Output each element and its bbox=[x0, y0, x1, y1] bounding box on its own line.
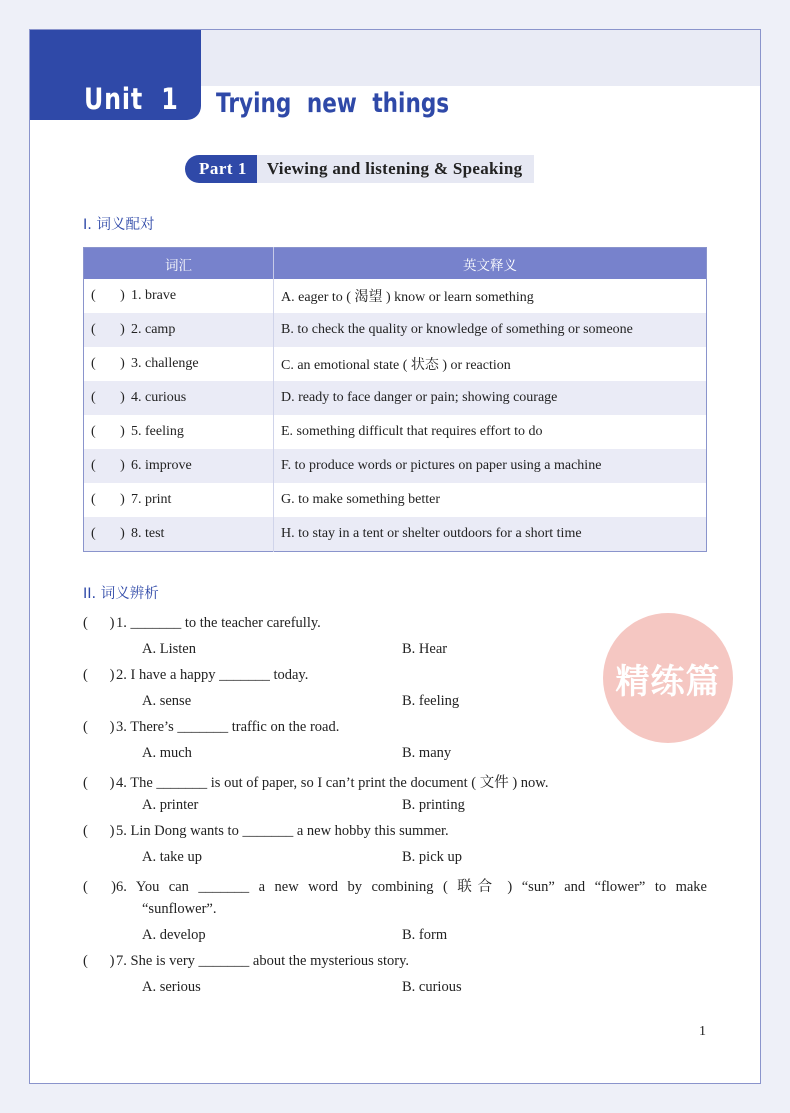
question-text: 4. The _______ is out of paper, so I can’t print the document ( 文件 ) now. bbox=[116, 775, 549, 791]
answer-blank[interactable]: ( ) bbox=[83, 879, 116, 895]
option-a: A. sense bbox=[142, 693, 192, 709]
question-3 bbox=[83, 719, 339, 736]
page-number: 1 bbox=[699, 1024, 706, 1039]
option-b: B. printing bbox=[402, 797, 465, 813]
answer-blank[interactable]: ( ) bbox=[91, 458, 125, 473]
question-text: 5. Lin Dong wants to _______ a new hobby this summer. bbox=[116, 823, 449, 839]
table-row bbox=[84, 483, 707, 517]
question-6-continuation: “sunflower”. bbox=[142, 901, 217, 917]
answer-blank[interactable]: ( ) bbox=[91, 356, 125, 371]
definition-cell: H. to stay in a tent or shelter outdoors for a short time bbox=[274, 517, 707, 552]
definition-cell: A. eager to ( 渴望 ) know or learn something bbox=[281, 290, 534, 305]
table-header-row bbox=[84, 248, 707, 280]
section-heading-discrimination: II. 词义辨析 bbox=[83, 586, 159, 602]
word-cell bbox=[84, 483, 274, 517]
column-header-definition: 英文释义 bbox=[274, 248, 707, 280]
definition-cell: E. something difficult that requires effort to do bbox=[281, 424, 543, 439]
word-text: 6. improve bbox=[131, 458, 192, 473]
answer-blank[interactable]: ( ) bbox=[83, 615, 115, 631]
word-text: 8. test bbox=[131, 526, 165, 541]
definition-cell: D. ready to face danger or pain; showing courage bbox=[274, 381, 707, 415]
option-b: B. curious bbox=[402, 979, 462, 995]
question-1 bbox=[83, 615, 321, 632]
table-row bbox=[84, 347, 707, 381]
option-a: A. serious bbox=[142, 979, 201, 995]
word-text: 1. brave bbox=[131, 288, 177, 303]
question-text: 2. I have a happy _______ today. bbox=[116, 667, 309, 683]
answer-blank[interactable]: ( ) bbox=[83, 719, 115, 735]
answer-blank[interactable]: ( ) bbox=[83, 953, 115, 969]
table-row bbox=[84, 449, 707, 483]
table-row bbox=[84, 381, 707, 415]
question-text: 6. You can _______ a new word by combining ( 联合 ) “sun” and “flower” to make bbox=[116, 879, 707, 895]
word-cell bbox=[84, 381, 274, 415]
option-a: A. much bbox=[142, 745, 192, 761]
question-text: 3. There’s _______ traffic on the road. bbox=[116, 719, 340, 735]
answer-blank[interactable]: ( ) bbox=[91, 526, 125, 541]
option-b: B. Hear bbox=[402, 641, 448, 657]
answer-blank[interactable]: ( ) bbox=[91, 390, 125, 405]
worksheet-page bbox=[29, 29, 761, 1084]
answer-blank[interactable]: ( ) bbox=[91, 288, 125, 303]
word-cell bbox=[84, 313, 274, 347]
word-text: 4. curious bbox=[131, 390, 187, 405]
answer-blank[interactable]: ( ) bbox=[91, 424, 125, 439]
option-a: A. take up bbox=[142, 849, 202, 865]
answer-blank[interactable]: ( ) bbox=[91, 492, 125, 507]
word-cell bbox=[84, 347, 274, 381]
word-cell bbox=[84, 517, 274, 552]
option-b: B. feeling bbox=[402, 693, 460, 709]
option-b: B. form bbox=[402, 927, 448, 943]
question-text: 7. She is very _______ about the mysterious story. bbox=[116, 953, 410, 969]
question-5 bbox=[83, 823, 449, 840]
word-cell bbox=[84, 415, 274, 449]
answer-blank[interactable]: ( ) bbox=[91, 322, 125, 337]
answer-blank[interactable]: ( ) bbox=[83, 667, 115, 683]
definition-cell: B. to check the quality or knowledge of something or someone bbox=[274, 313, 707, 347]
question-4 bbox=[83, 771, 548, 792]
definition-cell: C. an emotional state ( 状态 ) or reaction bbox=[281, 358, 511, 373]
question-6 bbox=[83, 875, 707, 896]
part-banner bbox=[185, 155, 534, 183]
word-cell bbox=[84, 279, 274, 313]
badge-text: 精练篇 bbox=[615, 661, 721, 702]
unit-tab bbox=[30, 30, 201, 120]
table-row bbox=[84, 415, 707, 449]
table-row bbox=[84, 517, 707, 552]
word-cell bbox=[84, 449, 274, 483]
definition-cell: G. to make something better bbox=[281, 492, 441, 507]
question-7 bbox=[83, 953, 409, 970]
practice-badge bbox=[603, 613, 733, 743]
answer-blank[interactable]: ( ) bbox=[83, 823, 115, 839]
column-header-vocabulary: 词汇 bbox=[84, 248, 274, 280]
option-b: B. many bbox=[402, 745, 452, 761]
option-a: A. develop bbox=[142, 927, 206, 943]
option-a: A. Listen bbox=[142, 641, 196, 657]
word-text: 2. camp bbox=[131, 322, 176, 337]
table-row bbox=[84, 313, 707, 347]
unit-title: Trying new things bbox=[216, 88, 450, 119]
definition-cell: F. to produce words or pictures on paper using a machine bbox=[274, 449, 707, 483]
word-text: 5. feeling bbox=[131, 424, 184, 439]
question-text: 1. _______ to the teacher carefully. bbox=[116, 615, 321, 631]
question-2 bbox=[83, 667, 308, 684]
option-a: A. printer bbox=[142, 797, 199, 813]
part-label: Part 1 bbox=[185, 155, 257, 183]
unit-label: Unit 1 bbox=[84, 82, 179, 116]
vocabulary-matching-table bbox=[83, 247, 707, 552]
word-text: 7. print bbox=[131, 492, 172, 507]
word-text: 3. challenge bbox=[131, 356, 199, 371]
part-title: Viewing and listening & Speaking bbox=[257, 155, 535, 183]
option-b: B. pick up bbox=[402, 849, 463, 865]
section-heading-matching: I. 词义配对 bbox=[83, 217, 155, 233]
table-row bbox=[84, 279, 707, 313]
answer-blank[interactable]: ( ) bbox=[83, 775, 115, 791]
